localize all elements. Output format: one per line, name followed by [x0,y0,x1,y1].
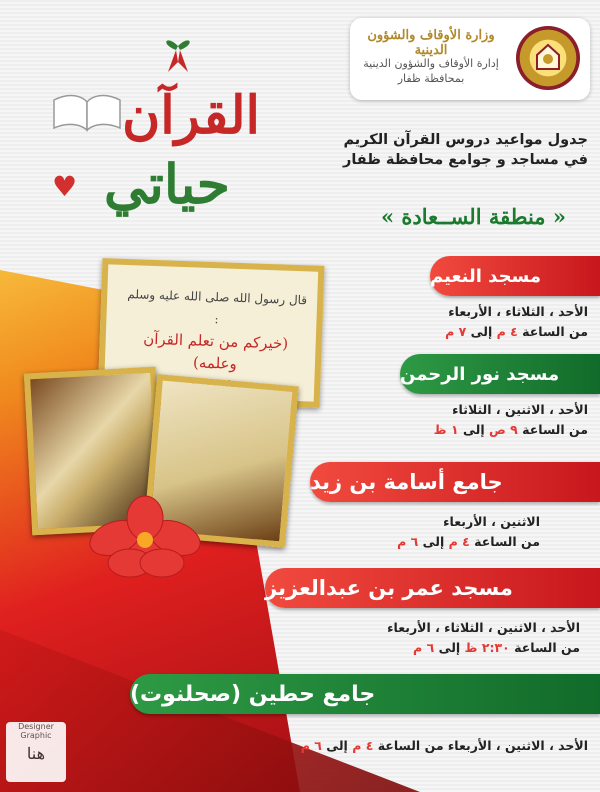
title-quran: القرآن [122,85,260,146]
schedule-headline [288,130,588,170]
hadith-intro: قال رسول الله صلى الله عليه وسلم : [127,287,308,327]
mosque-days-1: الأحد ، الثلاثاء ، الأربعاء [448,304,588,319]
department-line-2: بمحافظة ظفار [397,72,465,85]
mosque-name-3: جامع أسامة بن زيد [310,470,503,494]
mosque-time-1: من الساعة ٤ م إلى ٧ م [445,324,588,339]
headline-line-1: جدول مواعيد دروس القرآن الكريم [343,132,588,148]
designer-logo [6,722,66,782]
ribbon-bow-icon [158,30,198,74]
mosque-name-1: مسجد النعيم [430,265,541,287]
hadith-quote: (خيركم من تعلم القرآن وعلمه) [142,329,289,373]
mosque-time-4: من الساعة ٢:٣٠ ظ إلى ٦ م [413,640,580,655]
mosque-days-4: الأحد ، الاثنين ، الثلاثاء ، الأربعاء [387,620,580,635]
red-flower-icon [70,488,220,598]
mosque-schedule-3 [397,512,540,552]
mosque-name-4: مسجد عمر بن عبدالعزيز [265,576,513,600]
mosque-title-bar-5 [130,674,600,714]
title-artwork [40,30,270,230]
open-book-icon [50,90,124,134]
designer-label: Designer Graphic [18,722,54,740]
mosque-schedule-4 [387,618,580,658]
mosque-time-2: من الساعة ٩ ص إلى ١ ظ [433,422,588,437]
heart-icon: ♥ [52,170,78,203]
mosque-time-3: من الساعة ٤ م إلى ٦ م [397,534,540,549]
mosque-days-3: الاثنين ، الأربعاء [443,514,540,529]
region-title: « منطقة الســعادة » [380,204,566,229]
mosque-title-bar-1 [430,256,600,296]
mosque-name-5: جامع حطين (صحلنوت) [130,681,376,707]
designer-signature: هنا [26,744,46,763]
ministry-logo-box [350,18,590,100]
ministry-emblem-icon [516,26,580,90]
mosque-schedule-1 [445,302,588,342]
mosque-days-2: الأحد ، الاثنين ، الثلاثاء [452,402,588,417]
mosque-name-2: مسجد نور الرحمن [400,363,560,385]
mosque-schedule-2 [434,400,588,440]
mosque-title-bar-3 [310,462,600,502]
title-my-life: حياتي [103,152,230,216]
mosque-title-bar-4 [265,568,600,608]
department-line-1: إدارة الأوقاف والشؤون الدينية [363,57,499,70]
mosque-time-5: الأحد ، الاثنين ، الأربعاء من الساعة ٤ م إلى ٦ م [300,738,588,753]
department-name [356,56,506,86]
mosque-title-bar-2 [400,354,600,394]
headline-line-2: في مساجد و جوامع محافظة ظفار [343,152,588,168]
ministry-name: وزارة الأوقاف والشؤون الدينية [367,28,495,58]
mosque-schedule-5 [301,736,588,756]
